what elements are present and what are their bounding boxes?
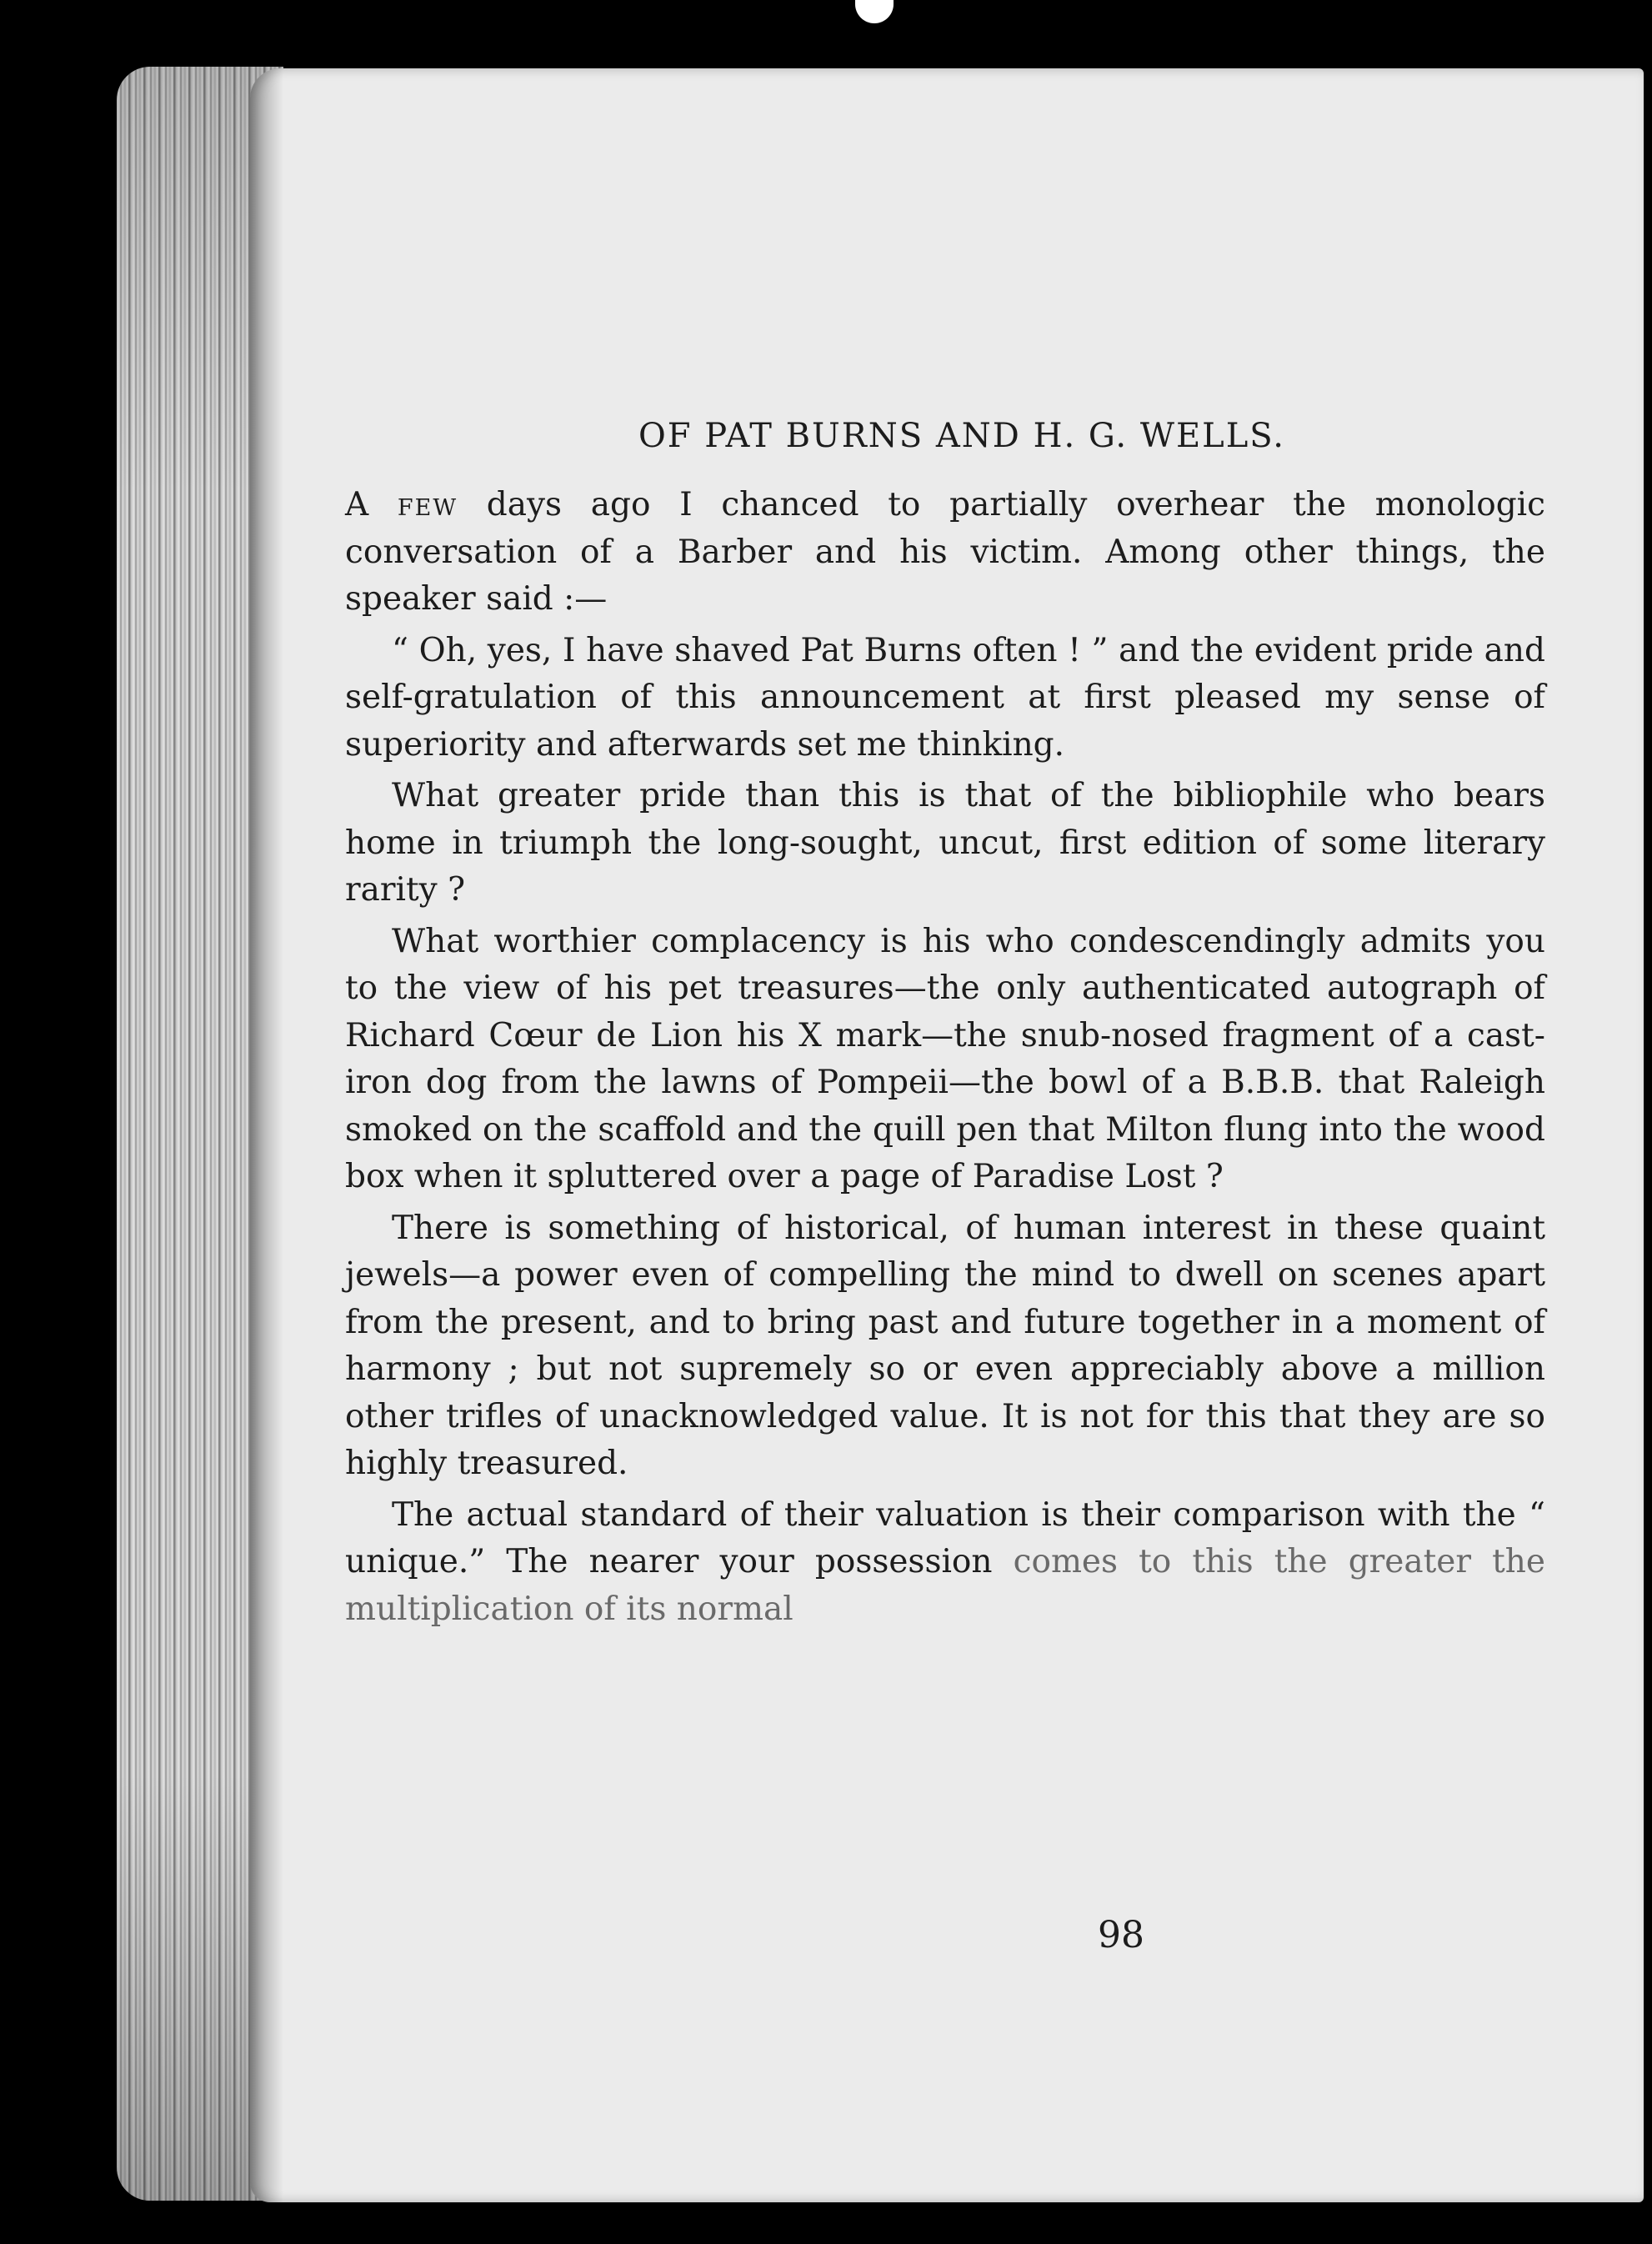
paragraph-2: “ Oh, yes, I have shaved Pat Burns often ! ” and the evident pride and self-gratulation of this announcement at first pleased my sense of superiority and afterwards set me thinking.: [345, 631, 1545, 764]
paragraph-4: What worthier complacency is his who condescendingly admits you to the view of his pet treasures—the only authenticated autograph of Richard Cœur de Lion his X mark—the snub-nosed fragment of a cast-iron dog from the lawns of Pompeii—the bowl of a B.B.B. that Raleigh smoked on the scaffold and the quill pen that Milton flung into the wood box when it spluttered over a page of Paradise Lost ?: [345, 922, 1545, 1195]
chapter-title: OF PAT BURNS AND H. G. WELLS.: [638, 417, 1285, 455]
spine-shadow: [250, 68, 283, 2202]
paragraph-1: [345, 482, 1545, 624]
paragraph-6-faded-line: comes to this the greater the multiplication of its normal: [345, 1543, 1545, 1628]
punch-hole: [855, 0, 894, 23]
lead-word: A: [345, 486, 369, 523]
paragraph-1-text: days ago I chanced to partially overhear the monologic conversation of a Barber and his victim. Among other things, the speaker said :—: [345, 486, 1545, 618]
page-number: 98: [1098, 1914, 1144, 1956]
text-block: [345, 417, 1545, 1637]
paragraph-5: There is something of historical, of human interest in these quaint jewels—a power even of compelling the mind to dwell on scenes apart from the present, and to bring past and future together in a moment of harmony ; but not supremely so or even appreciably above a million other trifles of unacknowledged value. It is not for this that they are so highly treasured.: [345, 1209, 1545, 1482]
paragraph-6-text: The actual standard of their valuation is their comparison with the “ unique.” The nearer your possession: [345, 1495, 1545, 1580]
paragraph-6: [345, 1492, 1545, 1634]
small-caps-word: few: [397, 486, 458, 523]
paragraph-3: What greater pride than this is that of the bibliophile who bears home in triumph the long-sought, uncut, first edition of some literary rarity ?: [345, 777, 1545, 909]
